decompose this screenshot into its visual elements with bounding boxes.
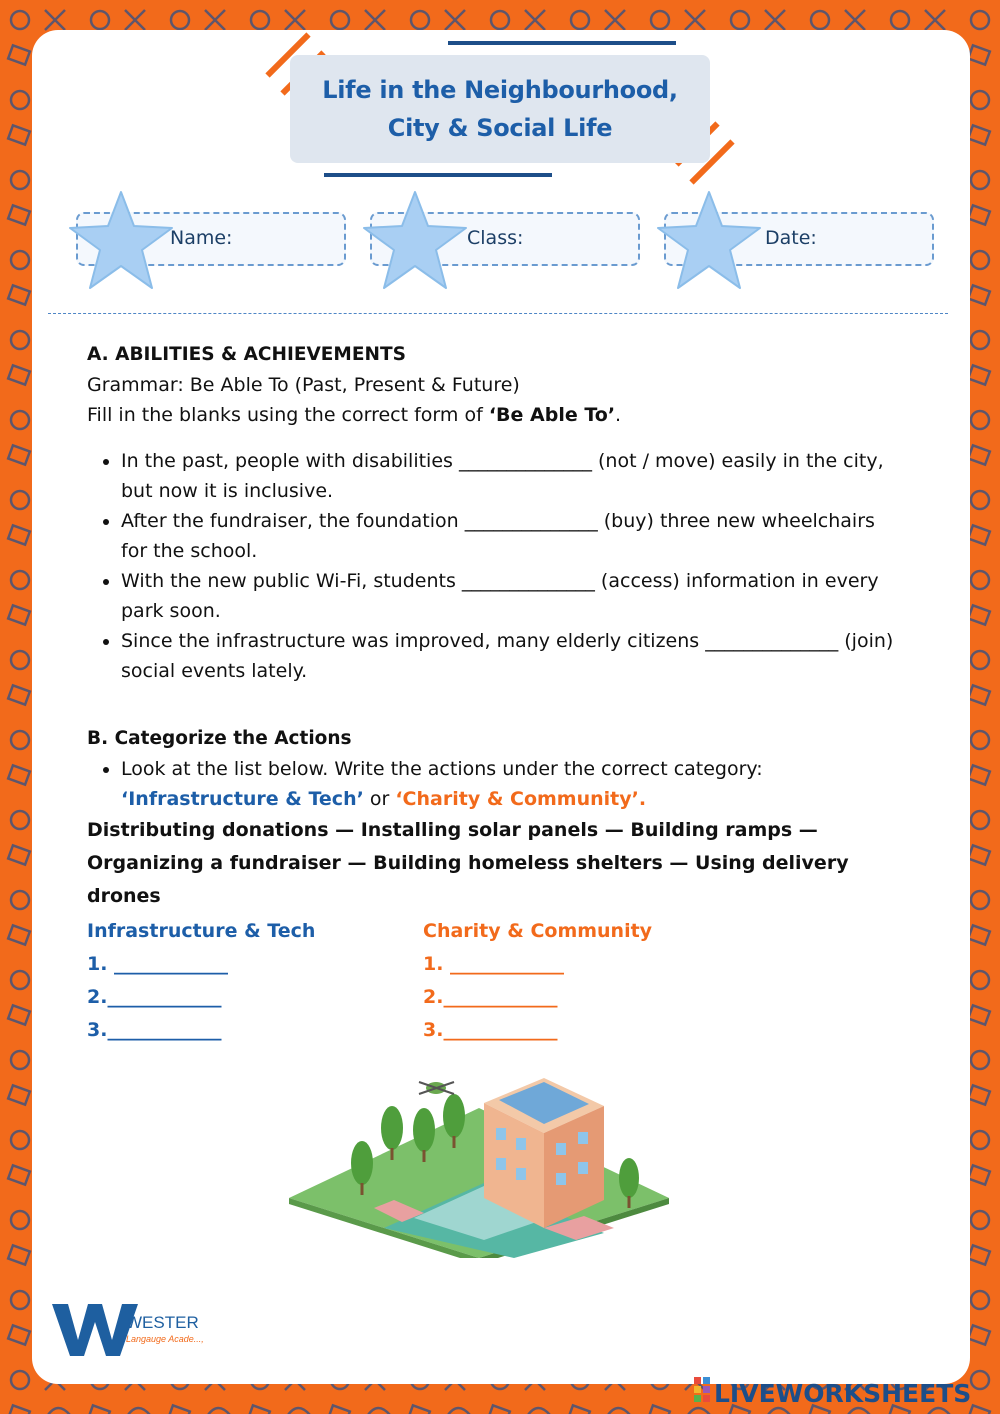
wester-logo bbox=[52, 1300, 252, 1360]
logo-subtitle: Langauge Acade..., bbox=[126, 1334, 204, 1344]
section-b-heading: B. Categorize the Actions bbox=[87, 728, 352, 749]
question-item[interactable]: • Since the infrastructure was improved, many elderly citizens ______________ (join) social events lately. bbox=[121, 626, 907, 686]
star-icon bbox=[360, 190, 470, 290]
question-item[interactable]: • With the new public Wi-Fi, students ______________ (access) information in every park soon. bbox=[121, 566, 907, 626]
grammar-line: Grammar: Be Able To (Past, Present & Future) bbox=[87, 374, 520, 396]
infrastructure-title: Infrastructure & Tech bbox=[87, 920, 316, 942]
section-divider bbox=[48, 313, 948, 314]
brand-text: LIVEWORKSHEETS bbox=[714, 1379, 972, 1408]
city-illustration bbox=[284, 1068, 674, 1258]
title-top-bar bbox=[448, 41, 676, 45]
logo-name: WESTER bbox=[126, 1313, 199, 1332]
worksheet-content bbox=[87, 340, 907, 1055]
answer-blank[interactable]: 3.____________ bbox=[423, 1019, 558, 1041]
class-label: Class: bbox=[467, 227, 524, 249]
instruction-list bbox=[87, 754, 907, 814]
actions-list: Distributing donations — Installing solar panels — Building ramps — Organizing a fundraiser — Building homeless shelters — Using delivery drones bbox=[87, 819, 849, 907]
page-title-line-2: City & Social Life bbox=[387, 114, 613, 142]
star-icon bbox=[654, 190, 764, 290]
star-icon bbox=[66, 190, 176, 290]
answer-blank[interactable]: 3.____________ bbox=[87, 1019, 222, 1041]
section-b-instruction: • Look at the list below. Write the actions under the correct category: ‘Infrastructure & Tech’ or ‘Charity & Community’. bbox=[121, 754, 907, 814]
charity-title: Charity & Community bbox=[423, 920, 653, 942]
answer-blank[interactable]: 1. ____________ bbox=[423, 953, 565, 975]
answer-blank[interactable]: 2.____________ bbox=[87, 986, 222, 1008]
drone-icon bbox=[419, 1082, 454, 1094]
section-a-instruction: Fill in the blanks using the correct form of ‘Be Able To’. bbox=[87, 404, 622, 426]
page-title-line-1: Life in the Neighbourhood, bbox=[322, 76, 678, 104]
answer-blank[interactable]: 1. ____________ bbox=[87, 953, 229, 975]
category-columns bbox=[87, 915, 907, 1055]
section-a-heading: A. ABILITIES & ACHIEVEMENTS bbox=[87, 344, 406, 365]
name-label: Name: bbox=[170, 227, 233, 249]
charity-column bbox=[423, 915, 652, 1047]
title-bottom-bar bbox=[324, 173, 552, 177]
liveworksheets-brand bbox=[694, 1374, 994, 1408]
date-label: Date: bbox=[765, 227, 817, 249]
question-item[interactable]: • After the fundraiser, the foundation ______________ (buy) three new wheelchairs for the school. bbox=[121, 506, 907, 566]
infrastructure-column bbox=[87, 915, 315, 1047]
question-item[interactable]: • In the past, people with disabilities ______________ (not / move) easily in the city, but now it is inclusive. bbox=[121, 446, 907, 506]
title-box bbox=[290, 55, 710, 163]
question-list bbox=[87, 446, 907, 686]
answer-blank[interactable]: 2.____________ bbox=[423, 986, 558, 1008]
